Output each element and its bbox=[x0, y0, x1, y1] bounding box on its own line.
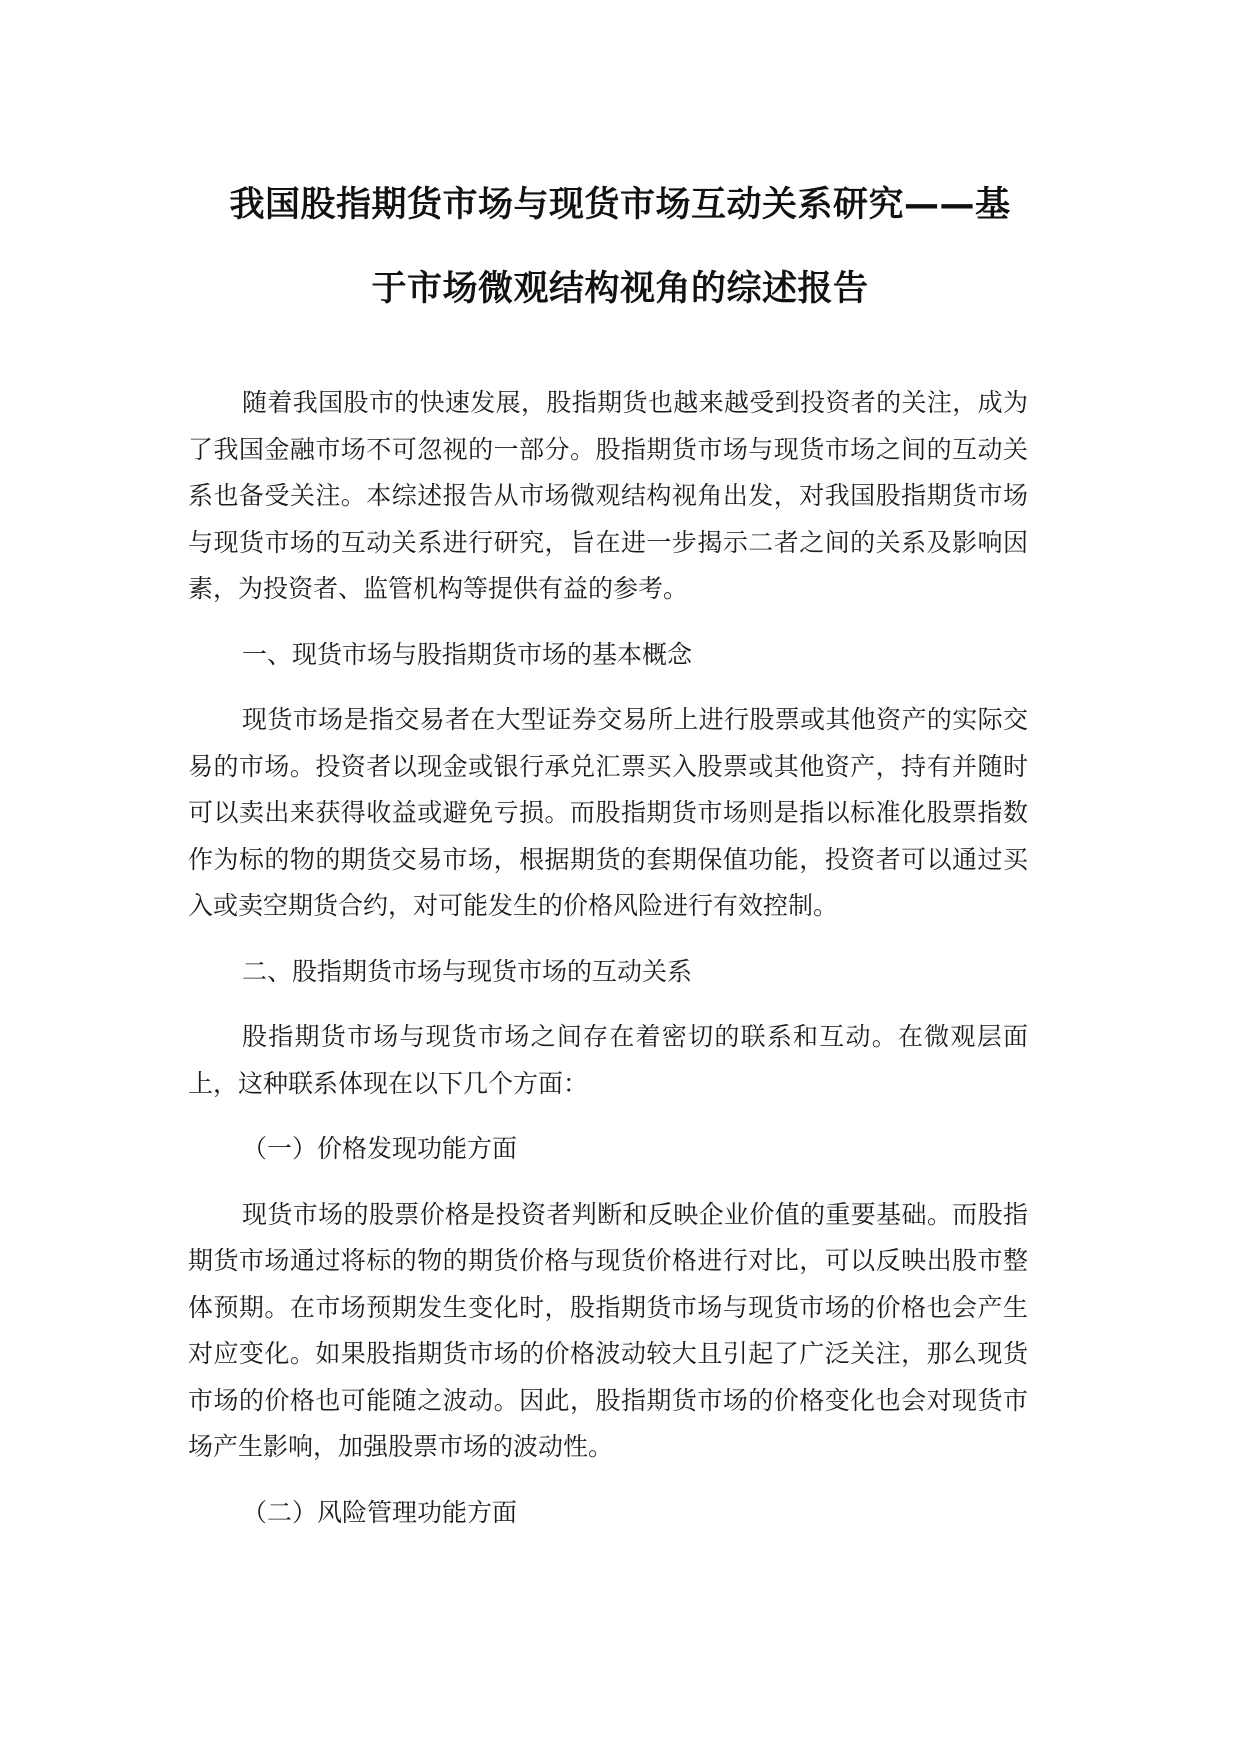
intro-paragraph: 随着我国股市的快速发展，股指期货也越来越受到投资者的关注，成为了我国金融市场不可忽视的一部分。股指期货市场与现货市场之间的互动关系也备受关注。本综述报告从市场微观结构视角出发，对我国股指期货市场与现货市场的互动关系进行研究，旨在进一步揭示二者之间的关系及影响因素，为投资者、监管机构等提供有益的参考。 bbox=[188, 388, 1028, 603]
document-body bbox=[188, 380, 1028, 1536]
section-heading-2: 二、股指期货市场与现货市场的互动关系 bbox=[242, 956, 693, 986]
subsection-heading-1: （一）价格发现功能方面 bbox=[242, 1134, 518, 1163]
document-title-line-1: 我国股指期货市场与现货市场互动关系研究——基 bbox=[229, 185, 1011, 225]
body-paragraph-1: 现货市场是指交易者在大型证券交易所上进行股票或其他资产的实际交易的市场。投资者以现金或银行承兑汇票买入股票或其他资产，持有并随时可以卖出来获得收益或避免亏损。而股指期货市场则是指以标准化股票指数作为标的物的期货交易市场，根据期货的套期保值功能，投资者可以通过买入或卖空期货合约，对可能发生的价格风险进行有效控制。 bbox=[188, 705, 1028, 920]
subsection-heading-2: （二）风险管理功能方面 bbox=[242, 1497, 518, 1527]
body-paragraph-2: 股指期货市场与现货市场之间存在着密切的联系和互动。在微观层面上，这种联系体现在以下几个方面： bbox=[188, 1022, 1028, 1098]
document-title-line-2: 于市场微观结构视角的综述报告 bbox=[371, 269, 869, 309]
body-paragraph-3: 现货市场的股票价格是投资者判断和反映企业价值的重要基础。而股指期货市场通过将标的物的期货价格与现货价格进行对比，可以反映出股市整体预期。在市场预期发生变化时，股指期货市场与现货市场的价格也会产生对应变化。如果股指期货市场的价格波动较大且引起了广泛关注，那么现货市场的价格也可能随之波动。因此，股指期货市场的价格变化也会对现货市场产生影响，加强股票市场的波动性。 bbox=[188, 1199, 1028, 1461]
section-heading-1: 一、现货市场与股指期货市场的基本概念 bbox=[242, 639, 693, 669]
